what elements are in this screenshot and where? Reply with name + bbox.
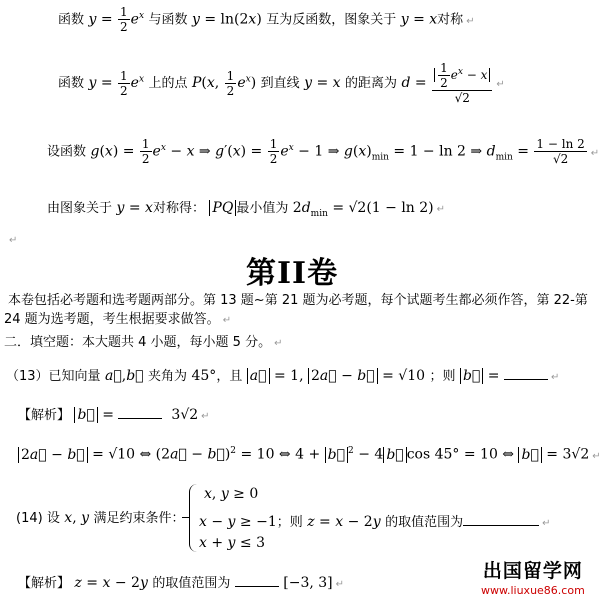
text: 上的点 [148,76,188,91]
watermark-text: 出国留学网 [482,560,583,582]
text: 由图象关于 [47,201,113,216]
text: 设函数 [47,144,87,160]
text: （13）已知向量 [6,369,101,384]
text: 的取值范围为 [385,515,464,530]
text: 函数 [58,76,85,91]
intro-paragraph: 本卷包括必考题和选考题两部分。第 13 题~第 21 题为必考题，每个试题考生都必须作答，第 22-第 24 题为选考题，考生根据要求做答。 ↵ [4,293,588,327]
constraint-3: x + y ≤ 3 [199,535,266,551]
answer-14: 【解析】 z = x − 2y 的取值范围为 [−3, 3] ↵ [18,572,344,590]
text: 的距离为 [345,76,398,91]
text: (14) 设 [16,511,60,526]
watermark-url: www.liuxue86.com [481,584,585,597]
text: 满足约束条件： [93,511,185,526]
text: 最小值为 [236,201,289,216]
watermark-logo [481,556,585,597]
answer-value: [−3, 3] [283,575,333,591]
constraint-1: x, y ≥ 0 [204,486,259,502]
answer-value: 3 [171,407,181,423]
text: 【解析】 [18,576,71,591]
text: ；则 [429,369,456,384]
text: 函数 [58,12,85,28]
text: 互为反函数，图象关于 [266,12,397,28]
text: ；则 [276,515,303,530]
text: 的取值范围为 [152,576,231,591]
part-title: 第II卷 [246,256,339,291]
line-distance: 函数 y = $\frac{1}{2}$ $e^x$ 上的点 P(x, $\frac{1}{2}$ $e^x$) 到直线 y = x 的距离为 d = $\frac{1}{2}$ $e^x - x$ √2 ↵ [58,61,505,105]
text: 对称 [437,12,464,28]
text: 对称得： [152,201,205,216]
line-g-function: 设函数 g(x) = $\frac{1}{2}$ $e^x - x$ ⇒ g′(x) = $\frac{1}{2}$ $e^x - 1$ ⇒ $g(x)_{min} = 1 - \ln 2$ ⇒ $d_{min}$ = $\frac{1 - \ln 2}{√2}$ ↵ [47,137,600,166]
question-14: (14) 设 x, y 满足约束条件： [16,510,185,526]
fill-heading: 二．填空题：本大题共 4 小题，每小题 5 分。 ↵ [4,335,283,350]
text: 与函数 [148,12,188,28]
text: 到直线 [260,76,300,91]
solution-13: 2a⃗ − b⃗ = √10 ⇔ (2a⃗ − b⃗)$^2$ = 10 ⇔ 4 + b⃗ $^2$ − 4 b⃗ cos 45° = 10 ⇔ b⃗ = 3√2 ↵ [18,447,601,462]
constraint-2: x − y ≥ −1；则 z = x − 2y 的取值范围为 ↵ [199,511,550,529]
line-inverse-functions: 函数 y = $\frac{1}{2}$ $e^x$ 与函数 y = ln(2x) 互为反函数，图象关于 y = x对称 ↵ [58,5,475,34]
text: 夹角为 [148,369,188,384]
text: ，且 [216,369,243,384]
constraint-brace [189,484,198,552]
line-pq-min: 由图象关于 y = x对称得： PQ 最小值为 $2d_{min} = √2(1 - \ln 2)$ ↵ [47,200,446,219]
question-13: （13）已知向量 a⃗,b⃗ 夹角为 45°，且 a⃗ = 1, 2a⃗ − b⃗ = √10 ；则 b⃗ = ↵ [6,365,559,383]
text: 【解析】 [18,408,71,423]
answer-13: 【解析】 b⃗ = 3√2 ↵ [18,404,210,422]
